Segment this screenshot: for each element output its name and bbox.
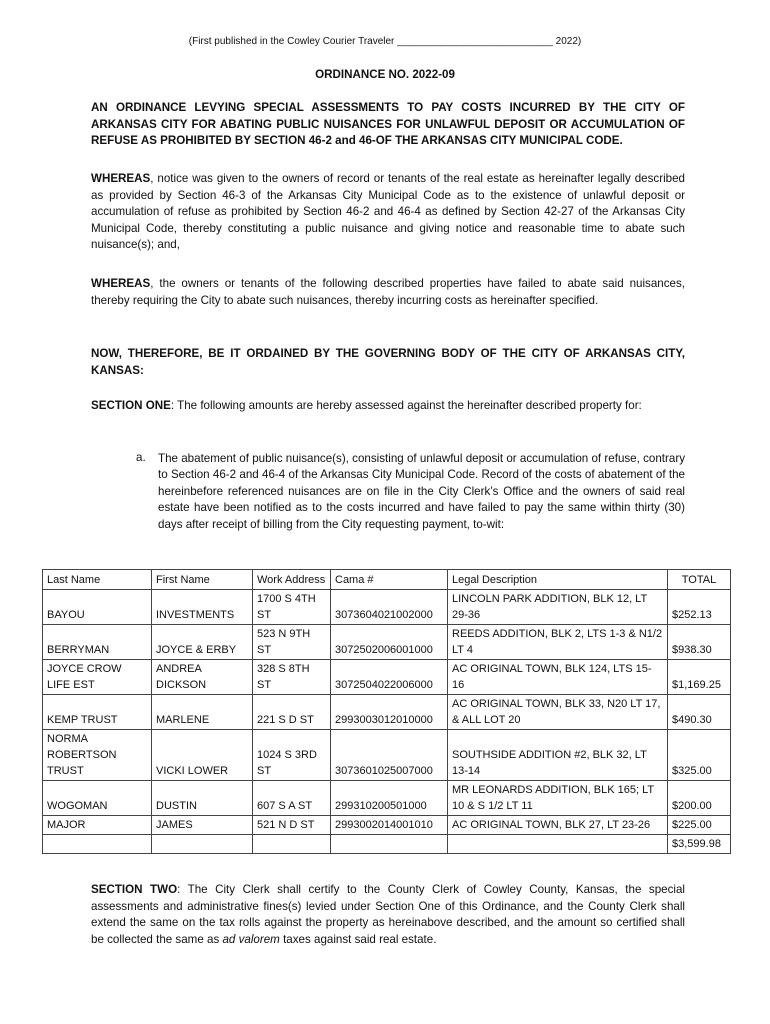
section-two-text-end: taxes against said real estate.	[279, 932, 437, 946]
cell-cama: 2993003012010000	[331, 695, 448, 730]
whereas-text: , notice was given to the owners of record or tenants of the real estate as hereinafter legally described as provided by Section 46-3 of the Arkansas City Municipal Code as to the existence of unlawful deposit or accumulation of refuse as prohibited by Section 46-2 and 46-4 as defined by Section 42-27 of the Arkansas City Municipal Code, thereby constituting a public nuisance and giving notice and reasonable time to abate such nuisance(s); and,	[91, 172, 685, 251]
cell-first-name: INVESTMENTS	[152, 590, 253, 625]
cell-address: 328 S 8TH ST	[253, 660, 331, 695]
cell-first-name: JOYCE & ERBY	[152, 625, 253, 660]
cell-total: $252.13	[668, 590, 731, 625]
section-one-lead: SECTION ONE	[91, 399, 171, 412]
section-two-lead: SECTION TWO	[91, 883, 178, 896]
cell-last-name: NORMA ROBERTSON TRUST	[43, 730, 152, 781]
table-row	[43, 590, 731, 625]
column-header: Legal Description	[448, 570, 668, 590]
whereas-text: , the owners or tenants of the following described properties have failed to abate said nuisances, thereby requiring the City to abate such nuisances, thereby incurring costs as hereinafter specified.	[91, 277, 685, 307]
cell-legal: AC ORIGINAL TOWN, BLK 27, LT 23-26	[448, 816, 668, 835]
cell-last-name: BERRYMAN	[43, 625, 152, 660]
section-one-text: : The following amounts are hereby assessed against the hereinafter described property for:	[170, 399, 642, 412]
table-row	[43, 730, 731, 781]
cell-last-name: KEMP TRUST	[43, 695, 152, 730]
section-one-paragraph	[91, 398, 685, 415]
ordinance-title: ORDINANCE NO. 2022-09	[315, 68, 455, 81]
list-marker: a.	[136, 451, 146, 464]
table-row	[43, 816, 731, 835]
column-header: Last Name	[43, 570, 152, 590]
cell-first-name: VICKI LOWER	[152, 730, 253, 781]
column-header: TOTAL	[668, 570, 731, 590]
cell-address: 607 S A ST	[253, 781, 331, 816]
cell-total: $1,169.25	[668, 660, 731, 695]
cell-legal: REEDS ADDITION, BLK 2, LTS 1-3 & N1/2 LT 4	[448, 625, 668, 660]
whereas-paragraph-1	[91, 171, 685, 254]
cell-address: 221 S D ST	[253, 695, 331, 730]
cell-legal: AC ORIGINAL TOWN, BLK 33, N20 LT 17, & ALL LOT 20	[448, 695, 668, 730]
column-header: Cama #	[331, 570, 448, 590]
section-two-text: : The City Clerk shall certify to the County Clerk of Cowley County, Kansas, the special assessments and administrative fines(s) levied under Section One of this Ordinance, and the County Clerk shall extend the same on the tax rolls against the property as hereinabove described, and the amount so certified shall be collected the same as	[91, 883, 685, 946]
table-row	[43, 625, 731, 660]
table-row	[43, 695, 731, 730]
cell-legal: AC ORIGINAL TOWN, BLK 124, LTS 15-16	[448, 660, 668, 695]
cell-total: $938.30	[668, 625, 731, 660]
cell-first-name: MARLENE	[152, 695, 253, 730]
column-header: First Name	[152, 570, 253, 590]
cell-cama: 2993002014001010	[331, 816, 448, 835]
cell-address: 1024 S 3RD ST	[253, 730, 331, 781]
cell-last-name: JOYCE CROW LIFE EST	[43, 660, 152, 695]
cell-cama: 3072502006001000	[331, 625, 448, 660]
ordinance-heading: AN ORDINANCE LEVYING SPECIAL ASSESSMENTS TO PAY COSTS INCURRED BY THE CITY OF ARKANSAS CITY FOR ABATING PUBLIC NUISANCES FOR UNLAWFUL DEPOSIT OR ACCUMULATION OF REFUSE AS PROHIBITED BY SECTION 46-2 and 46-OF THE ARKANSAS CITY MUNICIPAL CODE.	[91, 101, 685, 147]
whereas-paragraph-2	[91, 276, 685, 309]
cell-legal: LINCOLN PARK ADDITION, BLK 12, LT 29-36	[448, 590, 668, 625]
section-two-italic: ad valorem	[222, 932, 280, 946]
cell-cama: 3072504022006000	[331, 660, 448, 695]
assessment-table	[42, 569, 731, 854]
cell-first-name: JAMES	[152, 816, 253, 835]
table-header-row	[43, 570, 731, 590]
cell-last-name: MAJOR	[43, 816, 152, 835]
cell-cama: 3073601025007000	[331, 730, 448, 781]
grand-total: $3,599.98	[668, 835, 731, 854]
ordained-clause: NOW, THEREFORE, BE IT ORDAINED BY THE GOVERNING BODY OF THE CITY OF ARKANSAS CITY, KANSAS:	[91, 347, 685, 377]
section-two-paragraph	[91, 882, 685, 948]
cell-total: $225.00	[668, 816, 731, 835]
table-total-row	[43, 835, 731, 854]
column-header: Work Address	[253, 570, 331, 590]
table-row	[43, 660, 731, 695]
cell-cama: 299310200501000	[331, 781, 448, 816]
cell-last-name: BAYOU	[43, 590, 152, 625]
cell-first-name: DUSTIN	[152, 781, 253, 816]
list-item-text: The abatement of public nuisance(s), consisting of unlawful deposit or accumulation of refuse, contrary to Section 46-2 and 46-4 of the Arkansas City Municipal Code. Record of the costs of abatement of the hereinbefore referenced nuisances are on file in the City Clerk’s Office and the owners of said real estate have been notified as to the costs incurred and have failed to pay the same within thirty (30) days after receipt of billing from the City requesting payment, to-wit:	[158, 452, 685, 531]
cell-legal: MR LEONARDS ADDITION, BLK 165; LT 10 & S 1/2 LT 11	[448, 781, 668, 816]
cell-address: 523 N 9TH ST	[253, 625, 331, 660]
publication-line: (First published in the Cowley Courier Traveler ____________________________ 2022)	[188, 36, 582, 47]
cell-total: $200.00	[668, 781, 731, 816]
table-row	[43, 781, 731, 816]
cell-last-name: WOGOMAN	[43, 781, 152, 816]
cell-legal: SOUTHSIDE ADDITION #2, BLK 32, LT 13-14	[448, 730, 668, 781]
cell-address: 1700 S 4TH ST	[253, 590, 331, 625]
cell-address: 521 N D ST	[253, 816, 331, 835]
cell-cama: 3073604021002000	[331, 590, 448, 625]
cell-total: $490.30	[668, 695, 731, 730]
cell-total: $325.00	[668, 730, 731, 781]
whereas-lead: WHEREAS	[91, 277, 151, 290]
whereas-lead: WHEREAS	[91, 172, 151, 185]
cell-first-name: ANDREA DICKSON	[152, 660, 253, 695]
